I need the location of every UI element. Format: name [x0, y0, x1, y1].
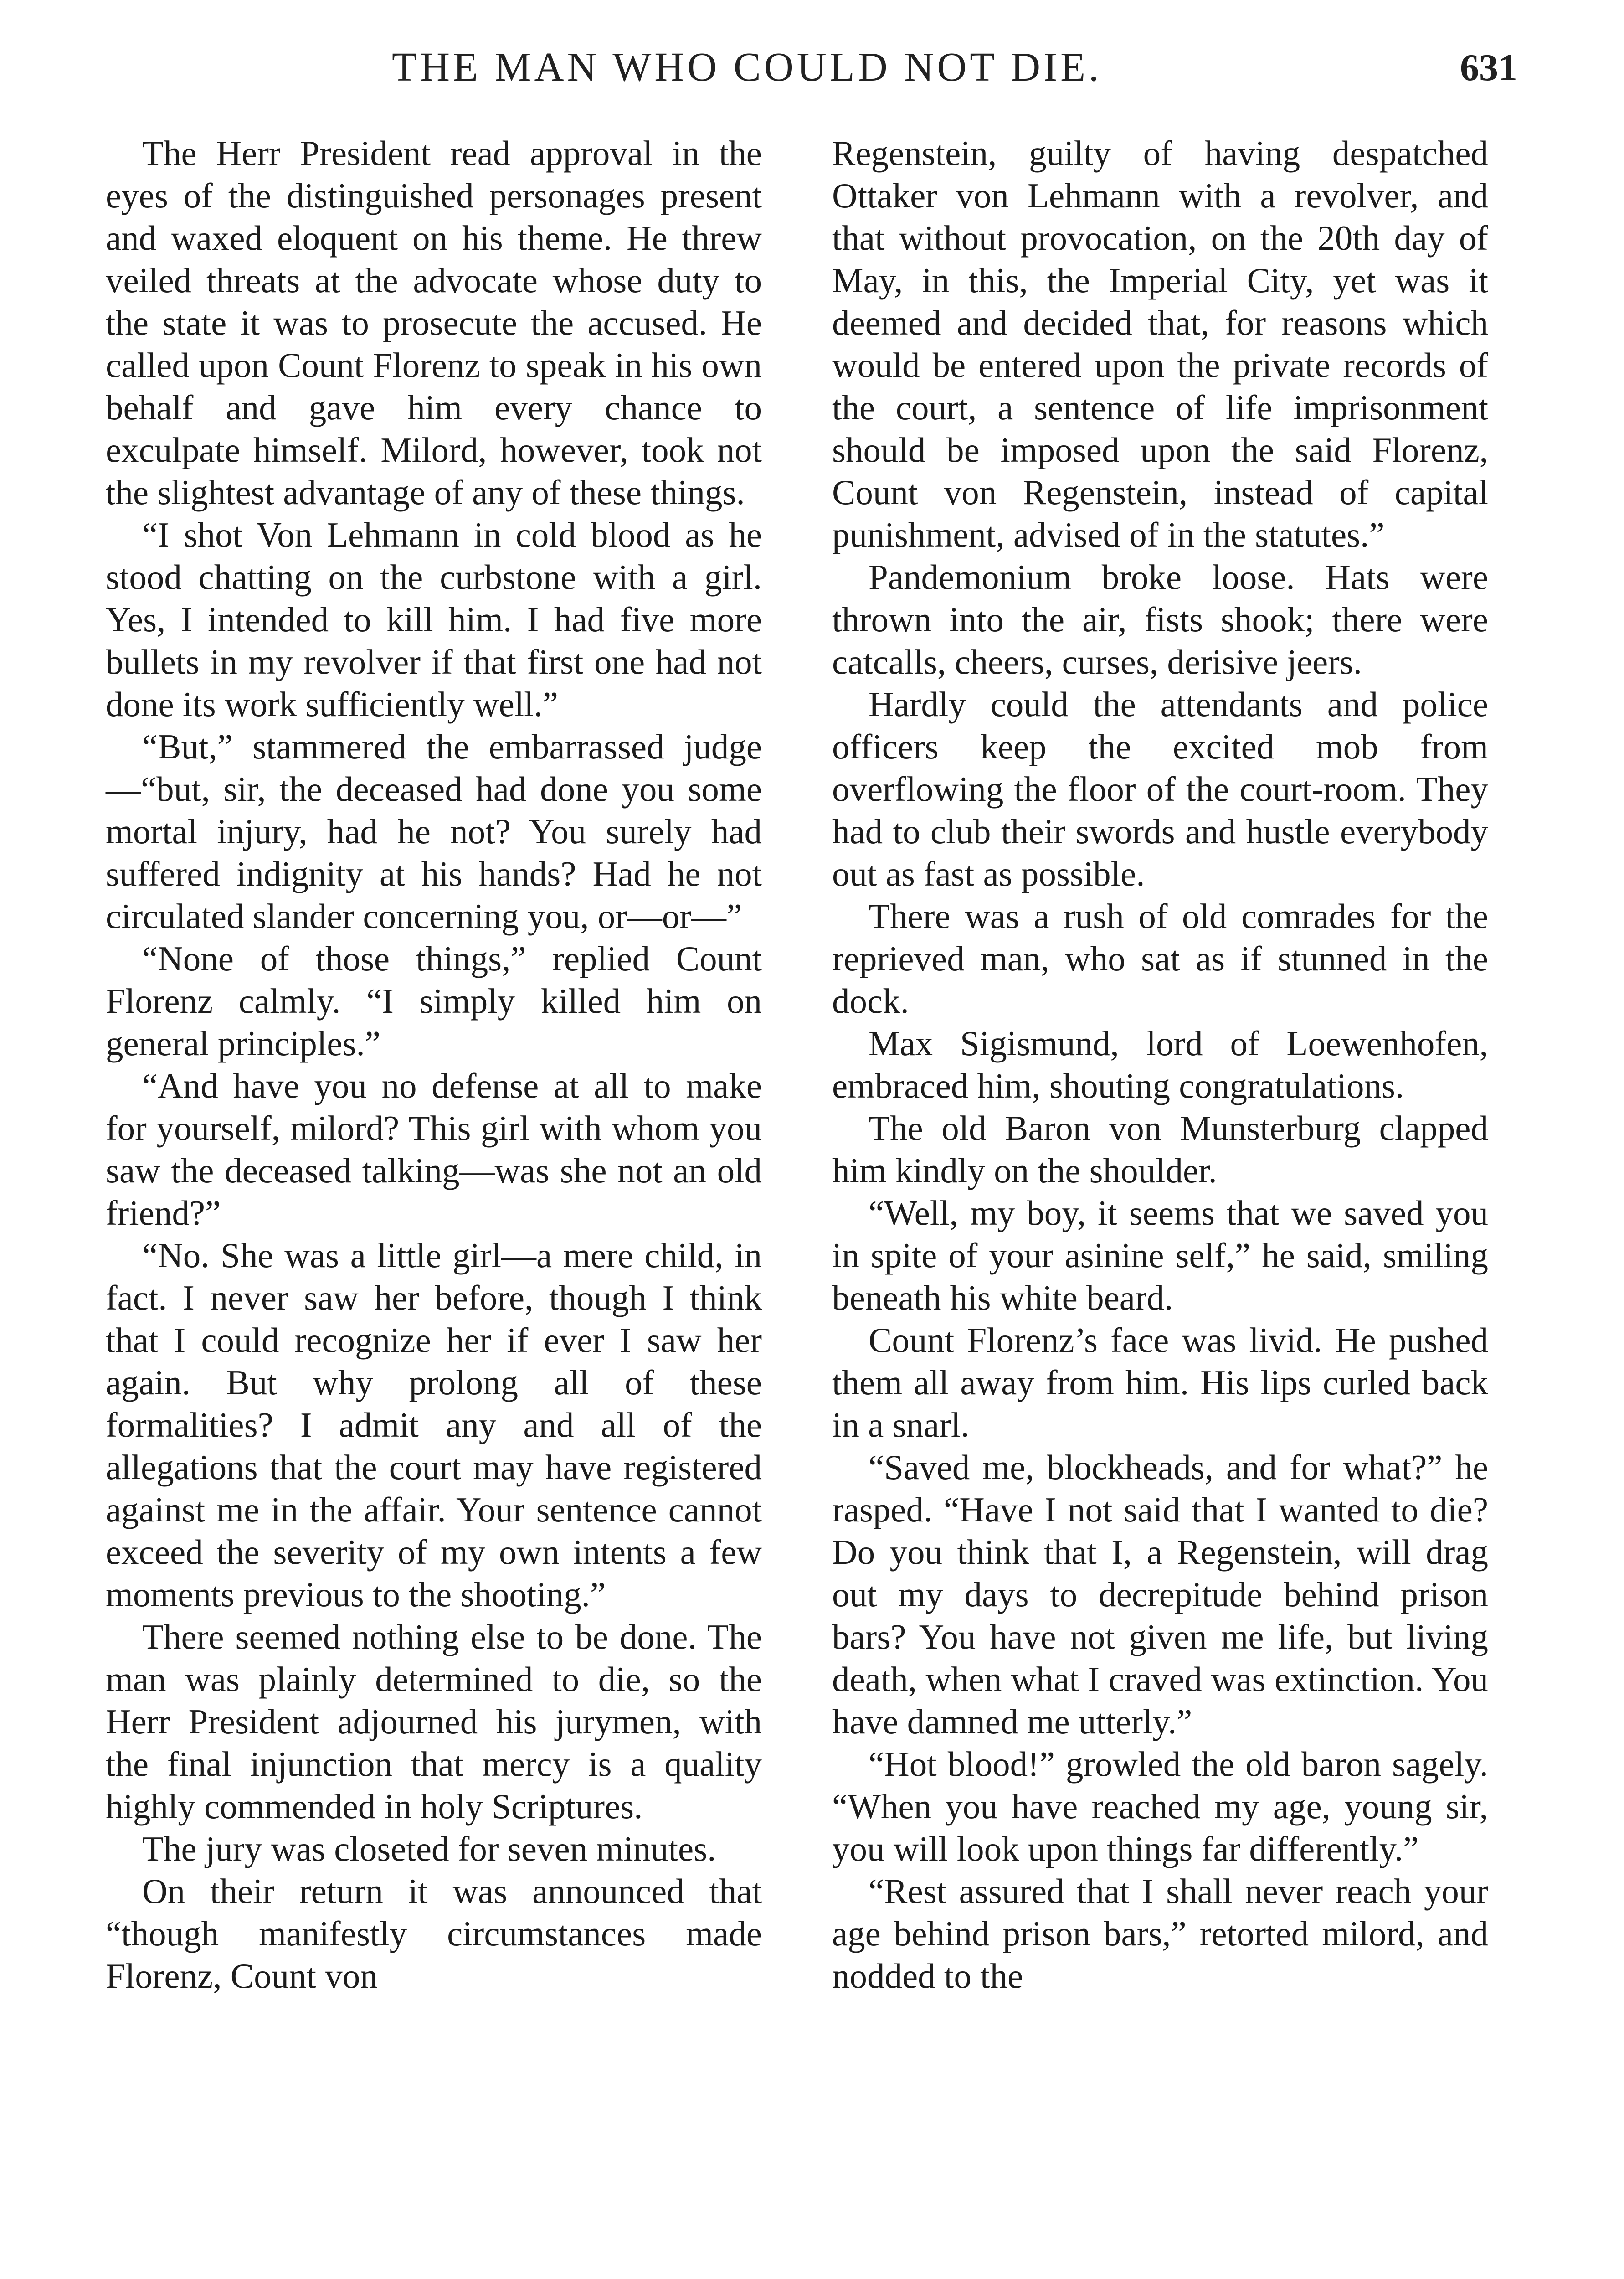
paragraph-continued: Regenstein, guilty of having despatched Ottaker von Lehmann with a revolver, and that without provocation, on the 20th day of May, in this, the Imperial City, yet was it deemed and decided that, for reasons which would be entered upon the private records of the court, a sentence of life imprisonment should be imposed upon the said Florenz, Count von Regenstein, instead of capital punishment, advised of in the statutes.”: [832, 134, 1488, 554]
paragraph: “Rest assured that I shall never reach your age behind prison bars,” retorted milord, and nodded to the: [832, 1872, 1488, 1995]
paragraph: “No. She was a little girl—a mere child, in fact. I never saw her before, though I think that I could recognize her if ever I saw her again. But why prolong all of these formalities? I admit any and all of the allegations that the court may have registered against me in the affair. Your sentence cannot exceed the severity of my own intents a few moments previous to the shooting.”: [106, 1236, 762, 1614]
paragraph: “Saved me, blockheads, and for what?” he rasped. “Have I not said that I wanted to die? Do you think that I, a Regenstein, will drag out my days to decrepitude behind prison bars? You have not given me life, but living death, when what I craved was extinction. You have damned me utterly.”: [832, 1448, 1488, 1741]
paragraph: Pandemonium broke loose. Hats were thrown into the air, fists shook; there were catcalls, cheers, curses, derisive jeers.: [832, 557, 1488, 681]
paragraph: “But,” stammered the embarrassed judge—“but, sir, the deceased had done you some mortal injury, had he not? You surely had suffered indignity at his hands? Had he not circulated slander concerning you, or—or—”: [106, 727, 762, 936]
paragraph: The jury was closeted for seven minutes.: [142, 1829, 716, 1868]
paragraph: Max Sigismund, lord of Loewenhofen, embraced him, shouting congratulations.: [832, 1024, 1488, 1105]
right-column: [832, 132, 1488, 1997]
paragraph: “And have you no defense at all to make for yourself, milord? This girl with whom you saw the deceased talking—was she not an old friend?”: [106, 1066, 762, 1232]
paragraph: “None of those things,” replied Count Florenz calmly. “I simply killed him on general principles.”: [106, 939, 762, 1063]
paragraph: “Hot blood!” growled the old baron sagely. “When you have reached my age, young sir, you will look upon things far differently.”: [832, 1744, 1488, 1868]
paragraph: There seemed nothing else to be done. The man was plainly determined to die, so the Herr President adjourned his jurymen, with the final injunction that mercy is a quality highly commended in holy Scriptures.: [106, 1617, 762, 1826]
paragraph: The Herr President read approval in the eyes of the distinguished personages present and waxed eloquent on his theme. He threw veiled threats at the advocate whose duty to the state it was to prosecute the accused. He called upon Count Florenz to speak in his own behalf and gave him every chance to exculpate himself. Milord, however, took not the slightest advantage of any of these things.: [106, 134, 762, 512]
paragraph: “Well, my boy, it seems that we saved you in spite of your asinine self,” he said, smiling beneath his white beard.: [832, 1193, 1488, 1317]
paragraph: There was a rush of old comrades for the reprieved man, who sat as if stunned in the dock.: [832, 897, 1488, 1021]
paragraph: On their return it was announced that “though manifestly circumstances made Florenz, Count von: [106, 1872, 762, 1995]
paragraph: Count Florenz’s face was livid. He pushed them all away from him. His lips curled back in a snarl.: [832, 1320, 1488, 1444]
paragraph: “I shot Von Lehmann in cold blood as he stood chatting on the curbstone with a girl. Yes, I intended to kill him. I had five more bullets in my revolver if that first one had not done its work sufficiently well.”: [106, 515, 762, 724]
left-column: [106, 132, 762, 1997]
running-title: THE MAN WHO COULD NOT DIE.: [392, 45, 1102, 90]
page-number: 631: [1460, 46, 1517, 89]
paragraph: The old Baron von Munsterburg clapped him kindly on the shoulder.: [832, 1109, 1488, 1190]
paragraph: Hardly could the attendants and police officers keep the excited mob from overflowing the floor of the court-room. They had to club their swords and hustle everybody out as fast as possible.: [832, 685, 1488, 893]
running-head: [105, 44, 1517, 98]
